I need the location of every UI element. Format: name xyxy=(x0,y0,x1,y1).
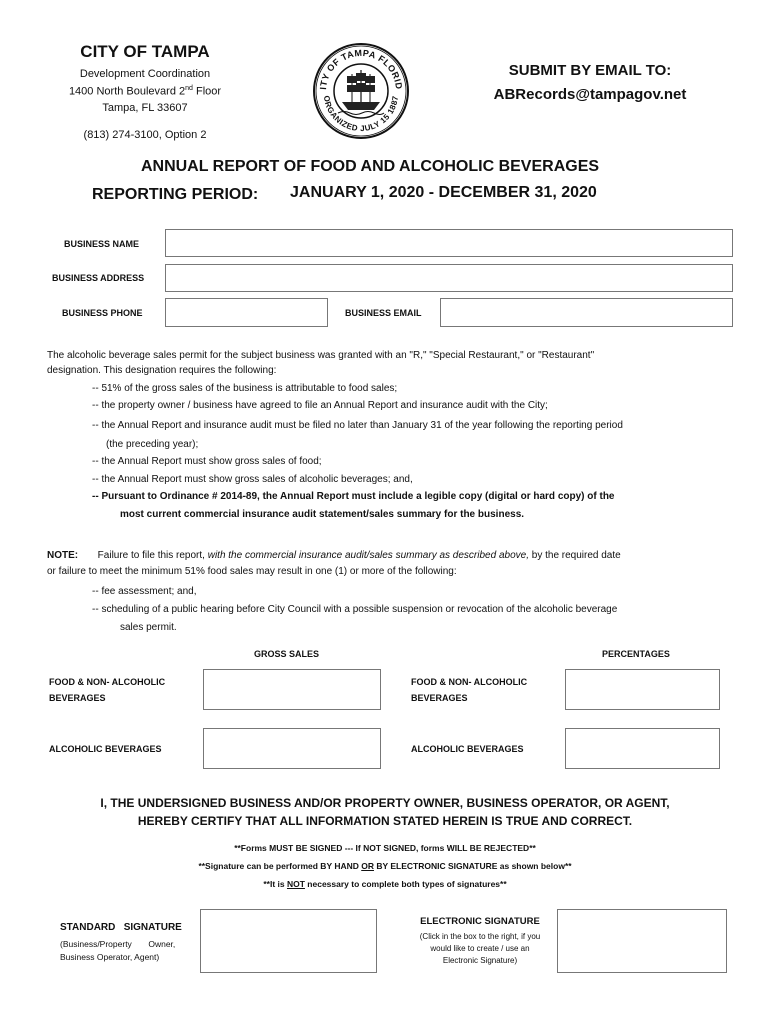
address-line-2: Tampa, FL 33607 xyxy=(102,102,188,114)
note-text-italic: with the commercial insurance audit/sales summary as described above, xyxy=(207,550,529,561)
alcohol-gross-sales-input[interactable] xyxy=(203,728,381,769)
intro-line-2: designation. This designation requires the following: xyxy=(47,365,277,376)
requirement-6: -- Pursuant to Ordinance # 2014-89, the Annual Report must include a legible copy (digital or hard copy) of the xyxy=(92,491,615,502)
note-label: NOTE: xyxy=(47,550,79,561)
standard-signature-sub-1: (Business/Property Owner, xyxy=(60,939,176,949)
note-text-a: Failure to file this report, xyxy=(97,550,208,561)
business-name-input[interactable] xyxy=(165,229,733,257)
food-percentage-input[interactable] xyxy=(565,669,720,710)
requirement-3-cont: (the preceding year); xyxy=(106,439,199,450)
alcohol-gross-label: ALCOHOLIC BEVERAGES xyxy=(49,744,162,754)
svg-text:CITY OF TAMPA FLORIDA xyxy=(312,42,404,90)
note-text-b: by the required date xyxy=(528,550,621,561)
address-floor: Floor xyxy=(192,85,222,98)
method-note-or: OR xyxy=(361,861,374,871)
standard-signature-title: STANDARD SIGNATURE xyxy=(60,922,182,933)
ship-icon xyxy=(338,70,384,115)
address-line-1 xyxy=(40,85,250,98)
business-phone-input[interactable] xyxy=(165,298,328,327)
requirement-1: -- 51% of the gross sales of the business is attributable to food sales; xyxy=(92,383,398,394)
address-street: 1400 North Boulevard 2 xyxy=(68,85,186,98)
standard-signature-sub-2: Business Operator, Agent) xyxy=(60,952,160,962)
submit-email[interactable]: ABRecords@tampagov.net xyxy=(493,86,687,103)
certify-line-2: HEREBY CERTIFY THAT ALL INFORMATION STATED HEREIN IS TRUE AND CORRECT. xyxy=(137,814,633,828)
certify-line-1: I, THE UNDERSIGNED BUSINESS AND/OR PROPERTY OWNER, BUSINESS OPERATOR, OR AGENT, xyxy=(100,796,670,810)
requirement-4: -- the Annual Report must show gross sales of food; xyxy=(92,456,322,467)
electronic-signature-sub-1: (Click in the box to the right, if you xyxy=(419,932,541,941)
business-address-label: BUSINESS ADDRESS xyxy=(52,273,145,283)
food-gross-sales-input[interactable] xyxy=(203,669,381,710)
both-note-b: necessary to complete both types of signatures** xyxy=(304,879,507,889)
city-seal xyxy=(312,42,410,140)
both-note-a: **It is xyxy=(263,879,287,889)
both-types-note xyxy=(80,879,690,889)
business-name-label: BUSINESS NAME xyxy=(64,239,140,249)
requirement-5: -- the Annual Report must show gross sales of alcoholic beverages; and, xyxy=(92,474,413,485)
food-gross-label-1: FOOD & NON- ALCOHOLIC xyxy=(49,677,166,687)
city-seal-graphic xyxy=(312,42,410,140)
report-title: ANNUAL REPORT OF FOOD AND ALCOHOLIC BEVERAGES xyxy=(140,158,600,175)
electronic-signature-sub-2: would like to create / use an xyxy=(430,944,530,953)
business-email-input[interactable] xyxy=(440,298,733,327)
intro-line-1: The alcoholic beverage sales permit for the subject business was granted with an "R," "Special Restaurant," or "Restaurant" xyxy=(47,350,595,361)
alcohol-pct-label: ALCOHOLIC BEVERAGES xyxy=(411,744,524,754)
method-note-b: BY ELECTRONIC SIGNATURE as shown below** xyxy=(373,861,572,871)
electronic-signature-sub-3: Electronic Signature) xyxy=(442,956,518,965)
requirement-3: -- the Annual Report and insurance audit must be filed no later than January 31 of the year following the reporting period xyxy=(92,420,623,431)
note-line-2: or failure to meet the minimum 51% food sales may result in one (1) or more of the following: xyxy=(47,566,457,577)
dept-name: Development Coordination xyxy=(79,68,211,80)
seal-bottom-text: ORGANIZED JULY 15 1887 xyxy=(321,94,401,134)
submit-label: SUBMIT BY EMAIL TO: xyxy=(508,62,672,79)
period-value: JANUARY 1, 2020 - DECEMBER 31, 2020 xyxy=(290,184,597,201)
city-title: CITY OF TAMPA xyxy=(80,42,210,61)
food-pct-label-1: FOOD & NON- ALCOHOLIC xyxy=(411,677,528,687)
food-pct-label-2: BEVERAGES xyxy=(411,693,468,703)
both-note-not: NOT xyxy=(286,879,305,889)
food-gross-label-2: BEVERAGES xyxy=(49,693,106,703)
electronic-signature-box[interactable] xyxy=(557,909,727,973)
period-label: REPORTING PERIOD: xyxy=(92,186,259,203)
address-ordinal: nd xyxy=(185,85,193,92)
consequence-2-cont: sales permit. xyxy=(120,622,177,633)
requirement-2: -- the property owner / business have agreed to file an Annual Report and insurance audit with the City; xyxy=(92,400,548,411)
phone-line: (813) 274-3100, Option 2 xyxy=(83,129,207,141)
business-address-input[interactable] xyxy=(165,264,733,292)
requirement-6-cont: most current commercial insurance audit statement/sales summary for the business. xyxy=(120,509,525,520)
consequence-2: -- scheduling of a public hearing before City Council with a possible suspension or revocation of the alcoholic beverage xyxy=(92,604,618,615)
consequence-1: -- fee assessment; and, xyxy=(92,586,197,597)
electronic-signature-title: ELECTRONIC SIGNATURE xyxy=(420,916,540,927)
signature-method-note xyxy=(80,861,690,871)
standard-signature-box[interactable] xyxy=(200,909,377,973)
seal-top-text: ITY OF TAMPA FLORID xyxy=(318,47,405,91)
note-line-1 xyxy=(47,549,747,562)
method-note-a: **Signature can be performed BY HAND xyxy=(198,861,362,871)
business-email-label: BUSINESS EMAIL xyxy=(345,308,422,318)
signed-warning: **Forms MUST BE SIGNED --- If NOT SIGNED, forms WILL BE REJECTED** xyxy=(234,843,536,853)
alcohol-percentage-input[interactable] xyxy=(565,728,720,769)
business-phone-label: BUSINESS PHONE xyxy=(62,308,143,318)
gross-sales-header: GROSS SALES xyxy=(254,649,320,659)
percentages-header: PERCENTAGES xyxy=(602,649,670,659)
